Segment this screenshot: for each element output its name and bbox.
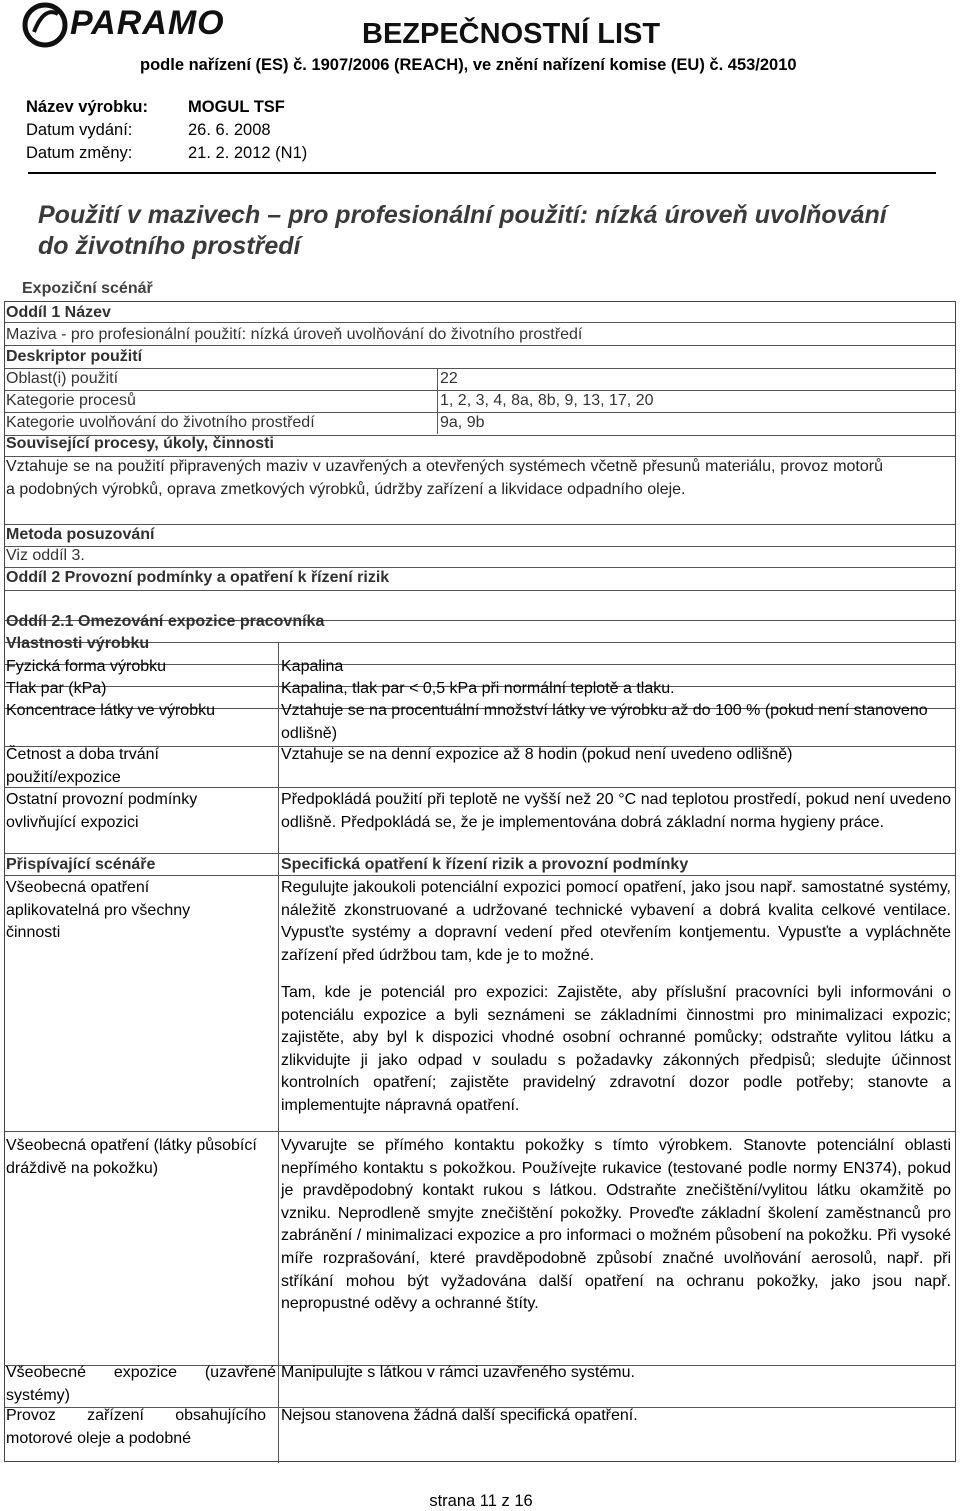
regulation-line: podle nařízení (ES) č. 1907/2006 (REACH), ve znění nařízení komise (EU) č. 453/2010 xyxy=(140,56,797,74)
prop-label-frequency: Četnost a doba trvání použití/expozice xyxy=(6,746,159,786)
page-number: strana 11 z 16 xyxy=(429,1492,533,1510)
engine-label: Provoz zařízení obsahujícího motorové oleje a podobné xyxy=(6,1407,266,1447)
scenario-label: Expoziční scénář xyxy=(22,280,153,297)
erc-value: 9a, 9b xyxy=(440,414,485,431)
changed-value: 21. 2. 2012 (N1) xyxy=(188,144,308,162)
proc-label: Kategorie procesů xyxy=(6,392,136,409)
props-heading: Vlastnosti výrobku xyxy=(6,635,150,652)
brand-name: PARAMO xyxy=(70,4,225,42)
prop-value-other: Předpokládá použití při teplotě ne vyšší než 20 °C nad teplotou prostředí, pokud není uvedeno odlišně. Předpokládá se, že je implementována dobrá základní norma hygieny práce. xyxy=(281,791,951,831)
area-value: 22 xyxy=(440,370,458,387)
closed-label: Všeobecné expozice (uzavřené systémy) xyxy=(6,1364,276,1404)
general-text-2: Tam, kde je potenciál pro expozici: Zajistěte, aby příslušní pracovníci byli informováni o potenciálu expozice a byli seznámeni se základními činnostmi pro minimalizaci expozic; zajistěte, aby byl k dispozici vhodné osobní ochranné pomůcky; odstraňte vylitou látku a zlikvidujte ji jako odpad v souladu s požadavky zákonných předpisů; sledujte účinnost kontrolních opatření; zajistěte pravidelný zdravotní dozor podle potřeby; stanovte a implementujte nápravná opatření. xyxy=(281,984,951,1114)
area-label: Oblast(i) použití xyxy=(6,370,119,387)
changed-label: Datum změny: xyxy=(26,144,133,162)
prop-label-form: Fyzická forma výrobku xyxy=(6,658,167,675)
erc-label: Kategorie uvolňování do životního prostředí xyxy=(6,414,315,431)
proc-value: 1, 2, 3, 4, 8a, 8b, 9, 13, 17, 20 xyxy=(440,392,654,409)
method-text: Viz oddíl 3. xyxy=(6,547,85,564)
section2-heading: Oddíl 2 Provozní podmínky a opatření k řízení rizik xyxy=(6,569,390,586)
section21-heading: Oddíl 2.1 Omezování expozice pracovníka xyxy=(6,613,325,630)
header-rule xyxy=(28,172,936,174)
issued-value: 26. 6. 2008 xyxy=(188,121,271,139)
related-text: Vztahuje se na použití připravených maziv v uzavřených a otevřených systémech včetně přesunů materiálu, provoz motorů a podobných výrobků, oprava zmetkových výrobků, údržby zařízení a likvidace odpadního oleje. xyxy=(6,458,883,498)
prop-value-vapour: Kapalina, tlak par < 0,5 kPa při normální teplotě a tlaku. xyxy=(281,680,675,697)
prop-value-concentration: Vztahuje se na procentuální množství látky ve výrobku až do 100 % (pokud není stanoveno odlišně) xyxy=(281,702,928,742)
closed-text: Manipulujte s látkou v rámci uzavřeného systému. xyxy=(281,1364,635,1381)
descriptor-heading: Deskriptor použití xyxy=(6,348,143,365)
engine-text: Nejsou stanovena žádná další specifická opatření. xyxy=(281,1407,638,1424)
document-title: BEZPEČNOSTNÍ LIST xyxy=(362,18,661,50)
prop-value-form: Kapalina xyxy=(281,658,344,675)
general-label: Všeobecná opatření aplikovatelná pro všechny činnosti xyxy=(6,879,191,942)
prop-value-frequency: Vztahuje se na denní expozice až 8 hodin (pokud není uvedeno odlišně) xyxy=(281,746,793,763)
prop-label-vapour: Tlak par (kPa) xyxy=(6,680,107,697)
skin-text: Vyvarujte se přímého kontaktu pokožky s tímto výrobkem. Stanovte potenciální oblasti nepřímého kontaktu s pokožkou. Používejte rukavice (testované podle normy EN374), pokud je pravděpodobný kontakt rukou s látkou. Odstraňte znečištění/vylitou látku okamžitě po vzniku. Neprodleně smyjte znečištění pokožky. Proveďte základní školení zaměstnanců pro zabránění / minimalizaci expozice a pro informaci o možném působení na pokožku. Při vysoké míře rozprašování, které pravděpodobně způsobí značné uvolňování aerosolů, např. při stříkání mohou být vyžadována další opatření na ochranu pokožky, jako jsou např. nepropustné oděvy a ochranné štíty. xyxy=(281,1137,951,1313)
prop-label-concentration: Koncentrace látky ve výrobku xyxy=(6,702,215,719)
contrib-heading: Přispívající scénáře xyxy=(6,856,156,873)
page-title: Použití v mazivech – pro profesionální použití: nízká úroveň uvolňování do životního prostředí xyxy=(38,201,887,260)
issued-label: Datum vydání: xyxy=(26,121,133,139)
product-label: Název výrobku: xyxy=(26,98,148,116)
product-value: MOGUL TSF xyxy=(188,98,285,116)
section1-heading: Oddíl 1 Název xyxy=(6,304,111,321)
rmm-heading: Specifická opatření k řízení rizik a provozní podmínky xyxy=(281,856,689,873)
related-heading: Související procesy, úkoly, činnosti xyxy=(6,435,274,452)
section1-name: Maziva - pro profesionální použití: nízká úroveň uvolňování do životního prostředí xyxy=(6,326,583,343)
prop-label-other: Ostatní provozní podmínky ovlivňující expozici xyxy=(6,791,198,831)
method-heading: Metoda posuzování xyxy=(6,526,155,543)
general-text-1: Regulujte jakoukoli potenciální expozici pomocí opatření, jako jsou např. samostatné systémy, náležitě zkonstruované a udržované technické vybavení a dobrá kvalita celkové ventilace. Vypusťte systémy a dopravní vedení před otevřením kontjementu. Vypusťte a vypláchněte zařízení před údržbou tam, kde je to možné. xyxy=(281,879,951,964)
skin-label: Všeobecná opatření (látky působící dráždivě na pokožku) xyxy=(6,1137,257,1177)
